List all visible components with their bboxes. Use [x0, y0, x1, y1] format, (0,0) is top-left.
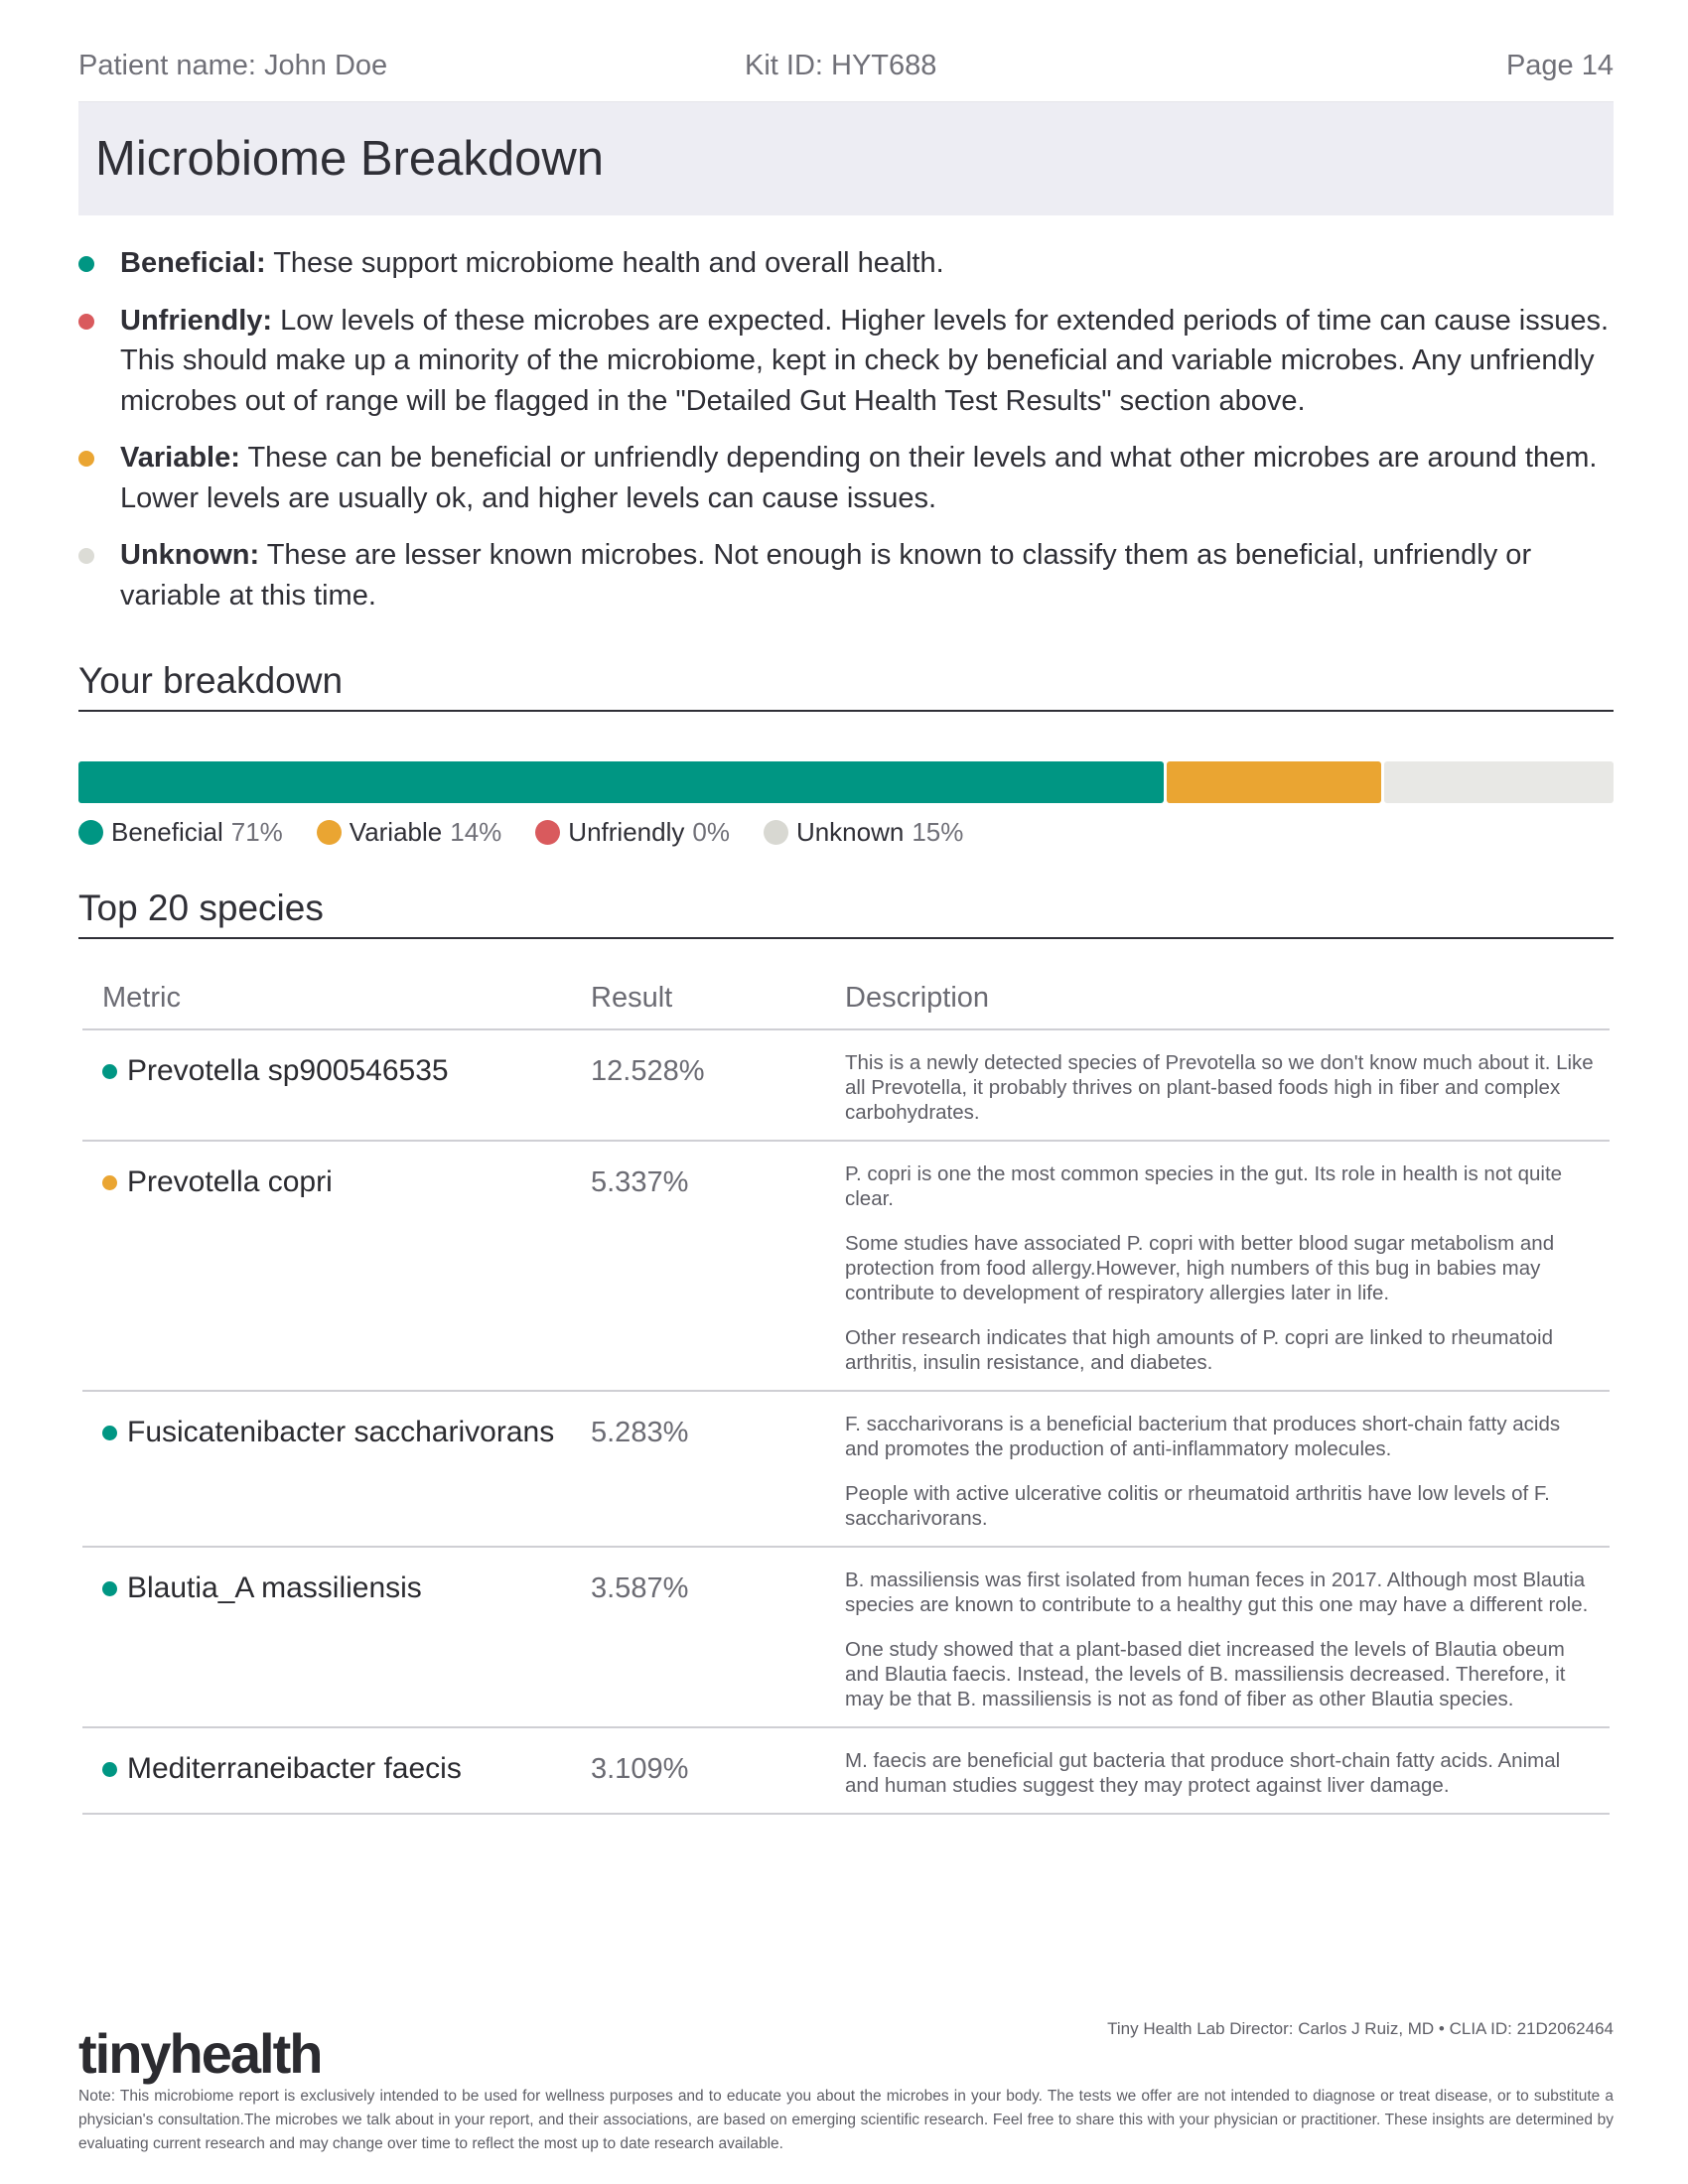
legend-percent: 15%: [912, 817, 964, 847]
report-page: [78, 0, 1614, 1815]
description-paragraph: M. faecis are beneficial gut bacteria that produce short-chain fatty acids. Animal and human studies suggest they may protect against liver damage.: [845, 1749, 1561, 1797]
legend-label: Unknown: [795, 817, 905, 847]
species-metric: [82, 1568, 591, 1711]
species-name: Blautia_A massiliensis: [127, 1571, 422, 1604]
breakdown-legend: [78, 817, 1614, 848]
patient-name: Patient name: John Doe: [78, 50, 388, 81]
column-header-metric: Metric: [102, 981, 181, 1014]
species-result: 3.109%: [591, 1753, 689, 1785]
page-title: Microbiome Breakdown: [95, 132, 604, 186]
species-name: Prevotella sp900546535: [127, 1054, 449, 1087]
legend-item-unfriendly: [535, 817, 730, 848]
category-term: Variable:: [120, 442, 240, 474]
legend-item-unknown: [764, 817, 963, 848]
column-header-description: Description: [845, 981, 990, 1014]
category-item: [78, 243, 1614, 284]
species-category-dot-icon: [102, 1762, 117, 1777]
species-description: [845, 1050, 1610, 1125]
species-result: 5.337%: [591, 1166, 689, 1198]
species-name: Fusicatenibacter saccharivorans: [127, 1416, 555, 1448]
category-description: These are lesser known microbes. Not enough is known to classify them as beneficial, unfriendly or variable at this time.: [120, 539, 1532, 612]
species-heading: Top 20 species: [78, 887, 1614, 939]
description-paragraph: People with active ulcerative colitis or rheumatoid arthritis have low levels of F. saccharivorans.: [845, 1482, 1550, 1530]
legend-label: Variable: [349, 817, 443, 847]
category-dot-icon: [78, 548, 94, 564]
species-table: [82, 967, 1610, 1815]
breakdown-bar: [78, 761, 1614, 803]
category-dot-icon: [78, 314, 94, 330]
title-banner: [78, 102, 1614, 215]
species-category-dot-icon: [102, 1064, 117, 1079]
legend-percent: 14%: [450, 817, 502, 847]
category-description: Low levels of these microbes are expected. Higher levels for extended periods of time can cause issues. This should make up a minority of the microbiome, kept in check by beneficial and variable microbes. Any unfriendly microbes out of range will be flagged in the "Detailed Gut Health Test Results" section above.: [120, 304, 1610, 417]
table-header: [82, 967, 1610, 1030]
category-definitions: [78, 243, 1614, 615]
legend-dot-icon: [78, 820, 103, 845]
table-row: [82, 1728, 1610, 1815]
species-description: [845, 1748, 1610, 1798]
species-metric: [82, 1748, 591, 1798]
description-paragraph: This is a newly detected species of Prevotella so we don't know much about it. Like all Prevotella, it probably thrives on plant-based foods high in fiber and complex carbohydrates.: [845, 1051, 1594, 1124]
column-header-result: Result: [591, 981, 673, 1014]
legend-item-variable: [317, 817, 502, 848]
disclaimer-note: Note: This microbiome report is exclusively intended to be used for wellness purposes and to educate you about the microbes in your body. The tests we offer are not intended to diagnose or treat disease, or to substitute a physician's consultation.The microbes we talk about in your report, and their associations, are based on emerging scientific research. Feel free to share this with your physician or practitioner. These insights are determined by evaluating current research and may change over time to reflect the most up to date research available.: [78, 2088, 1614, 2152]
description-paragraph: Some studies have associated P. copri with better blood sugar metabolism and protection from food allergy.However, high numbers of this bug in babies may contribute to development of respiratory allergies later in life.: [845, 1232, 1555, 1304]
species-result: 5.283%: [591, 1417, 689, 1448]
category-term: Beneficial:: [120, 247, 266, 279]
species-category-dot-icon: [102, 1581, 117, 1596]
legend-dot-icon: [764, 820, 788, 845]
legend-dot-icon: [535, 820, 560, 845]
species-description: [845, 1568, 1610, 1711]
description-paragraph: B. massiliensis was first isolated from human feces in 2017. Although most Blautia species are known to contribute to a healthy gut this one may have a different role.: [845, 1569, 1589, 1616]
species-name: Mediterraneibacter faecis: [127, 1752, 462, 1785]
legend-item-beneficial: [78, 817, 283, 848]
page-number: Page 14: [1505, 50, 1614, 81]
bar-segment-beneficial: [78, 761, 1164, 803]
species-category-dot-icon: [102, 1426, 117, 1440]
category-item: [78, 438, 1614, 518]
table-body: [82, 1030, 1610, 1815]
breakdown-heading: Your breakdown: [78, 660, 1614, 712]
species-result: 3.587%: [591, 1572, 689, 1604]
category-dot-icon: [78, 256, 94, 272]
species-description: [845, 1412, 1610, 1531]
species-metric: [82, 1161, 591, 1375]
legend-percent: 0%: [692, 817, 730, 847]
lab-director: Tiny Health Lab Director: Carlos J Ruiz, MD • CLIA ID: 21D2062464: [1107, 2019, 1614, 2038]
category-description: These can be beneficial or unfriendly depending on their levels and what other microbes are around them. Lower levels are usually ok, and higher levels can cause issues.: [120, 442, 1598, 514]
species-result: 12.528%: [591, 1055, 705, 1087]
species-metric: [82, 1050, 591, 1125]
species-description: [845, 1161, 1610, 1375]
category-item: [78, 301, 1614, 422]
kit-id: Kit ID: HYT688: [745, 50, 937, 81]
legend-label: Unfriendly: [568, 817, 685, 847]
legend-percent: 71%: [230, 817, 283, 847]
table-row: [82, 1392, 1610, 1548]
table-row: [82, 1030, 1610, 1142]
description-paragraph: Other research indicates that high amounts of P. copri are linked to rheumatoid arthritis, insulin resistance, and diabetes.: [845, 1326, 1553, 1374]
table-row: [82, 1142, 1610, 1392]
description-paragraph: P. copri is one the most common species in the gut. Its role in health is not quite clear.: [845, 1162, 1563, 1210]
bar-segment-variable: [1167, 761, 1381, 803]
category-term: Unfriendly:: [120, 304, 273, 337]
legend-dot-icon: [317, 820, 342, 845]
species-name: Prevotella copri: [127, 1165, 333, 1198]
page-header: [78, 0, 1614, 102]
category-description: These support microbiome health and overall health.: [273, 247, 944, 279]
description-paragraph: One study showed that a plant-based diet increased the levels of Blautia obeum and Blautia faecis. Instead, the levels of B. massiliensis decreased. Therefore, it may be that B. massiliensis is not as fond of fiber as other Blautia species.: [845, 1638, 1566, 1710]
species-category-dot-icon: [102, 1175, 117, 1190]
species-metric: [82, 1412, 591, 1531]
description-paragraph: F. saccharivorans is a beneficial bacterium that produces short-chain fatty acids and promotes the production of anti-inflammatory molecules.: [845, 1413, 1561, 1460]
bar-segment-unknown: [1384, 761, 1614, 803]
category-item: [78, 535, 1614, 615]
tinyhealth-logo: tinyhealth: [78, 2022, 322, 2085]
category-term: Unknown:: [120, 539, 260, 571]
category-dot-icon: [78, 451, 94, 467]
table-row: [82, 1548, 1610, 1728]
legend-label: Beneficial: [111, 817, 223, 847]
